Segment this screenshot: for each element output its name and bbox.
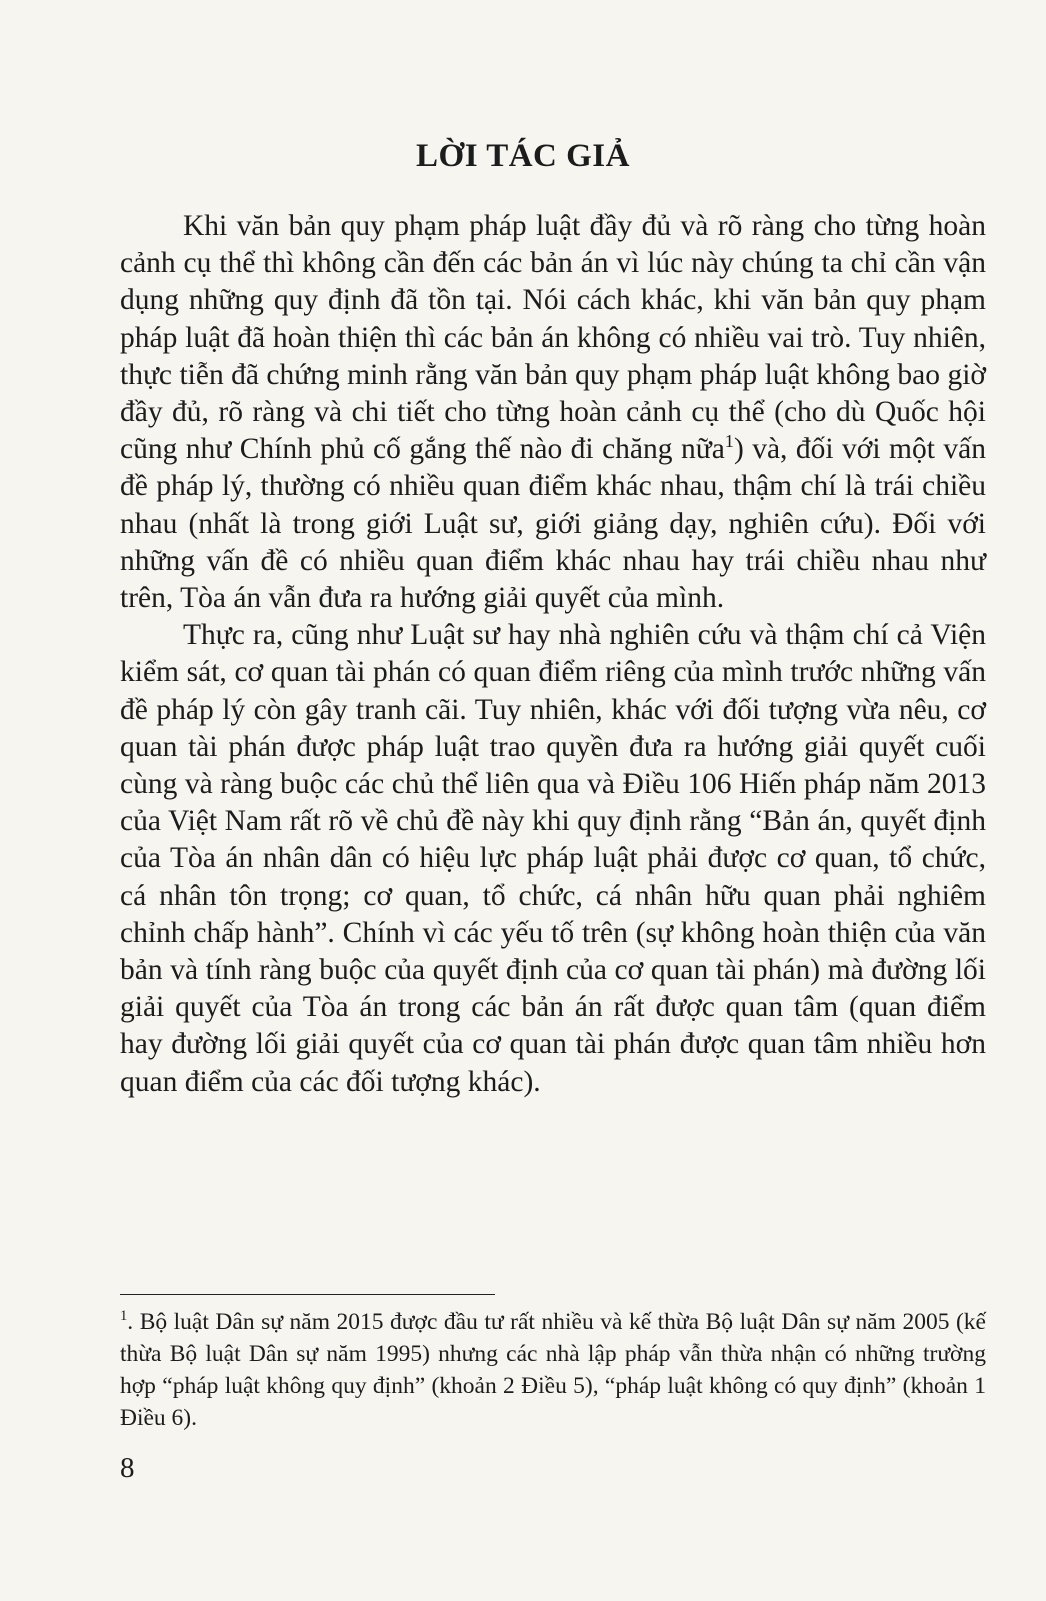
paragraph-1 xyxy=(120,208,986,617)
page-number: 8 xyxy=(120,1452,135,1484)
paragraph-1-text-continued: ) và, đối với một vấn đề pháp lý, thường có nhiều quan điểm khác nhau, thậm chí là trái chiều nhau (nhất là trong giới Luật sư, giới giảng dạy, nghiên cứu). Đối với những vấn đề có nhiều quan điểm khác nhau hay trái chiều nhau như trên, Tòa án vẫn đưa ra hướng giải quyết của mình. xyxy=(120,433,986,615)
footnote xyxy=(120,1306,986,1434)
footnote-marker: 1 xyxy=(120,1308,128,1325)
main-text xyxy=(120,208,986,1101)
paragraph-1-text: Khi văn bản quy phạm pháp luật đầy đủ và rõ ràng cho từng hoàn cảnh cụ thể thì không cần đến các bản án vì lúc này chúng ta chỉ cần vận dụng những quy định đã tồn tại. Nói cách khác, khi văn bản quy phạm pháp luật đã hoàn thiện thì các bản án không có nhiều vai trò. Tuy nhiên, thực tiễn đã chứng minh rằng văn bản quy phạm pháp luật không bao giờ đầy đủ, rõ ràng và chi tiết cho từng hoàn cảnh cụ thể (cho dù Quốc hội cũng như Chính phủ cố gắng thế nào đi chăng nữa xyxy=(120,210,986,466)
footnote-text: . Bộ luật Dân sự năm 2015 được đầu tư rất nhiều và kế thừa Bộ luật Dân sự năm 2005 (kế thừa Bộ luật Dân sự năm 1995) nhưng các nhà lập pháp vẫn thừa nhận có những trường hợp “pháp luật không quy định” (khoản 2 Điều 5), “pháp luật không có quy định” (khoản 1 Điều 6). xyxy=(120,1309,986,1431)
paragraph-2: Thực ra, cũng như Luật sư hay nhà nghiên cứu và thậm chí cả Viện kiểm sát, cơ quan tài phán có quan điểm riêng của mình trước những vấn đề pháp lý còn gây tranh cãi. Tuy nhiên, khác với đối tượng vừa nêu, cơ quan tài phán được pháp luật trao quyền đưa ra hướng giải quyết cuối cùng và ràng buộc các chủ thể liên qua và Điều 106 Hiến pháp năm 2013 của Việt Nam rất rõ về chủ đề này khi quy định rằng “Bản án, quyết định của Tòa án nhân dân có hiệu lực pháp luật phải được cơ quan, tổ chức, cá nhân tôn trọng; cơ quan, tổ chức, cá nhân hữu quan phải nghiêm chỉnh chấp hành”. Chính vì các yếu tố trên (sự không hoàn thiện của văn bản và tính ràng buộc của quyết định của cơ quan tài phán) mà đường lối giải quyết của Tòa án trong các bản án rất được quan tâm (quan điểm hay đường lối giải quyết của cơ quan tài phán được quan tâm nhiều hơn quan điểm của các đối tượng khác). xyxy=(120,619,986,1098)
footnote-divider xyxy=(120,1294,495,1295)
page-title: LỜI TÁC GIẢ xyxy=(416,138,630,174)
footnote-reference: 1 xyxy=(724,431,734,452)
